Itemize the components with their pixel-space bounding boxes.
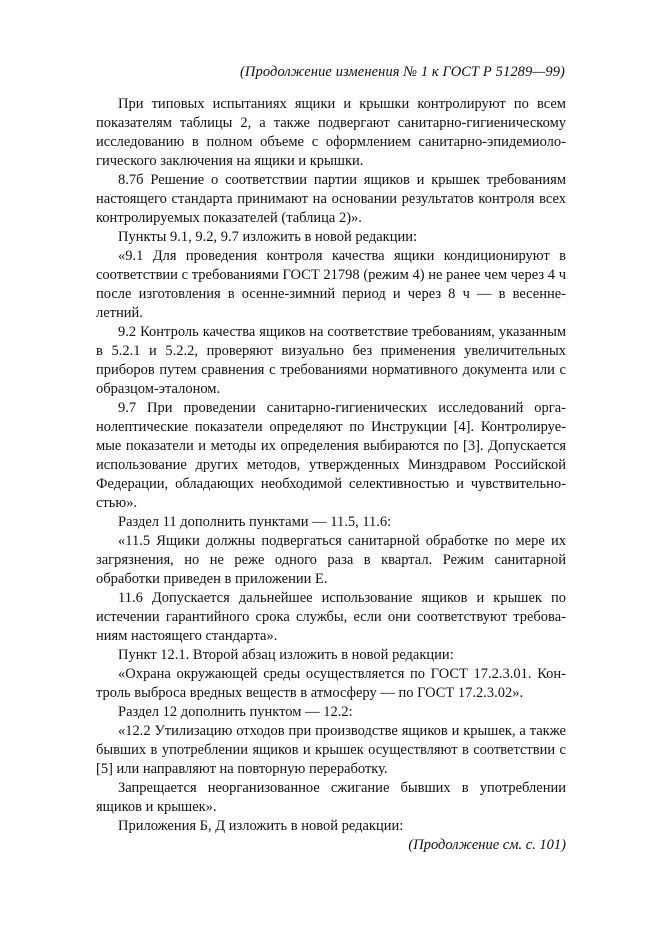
paragraph-9-1: «9.1 Для проведения контроля качества ящики кондиционируют в соответствии с требованиями ГОСТ 21798 (режим 4) не ранее чем через 4 ч после изготовления в осенне-зимний период и через 8 ч — в весенне-летний. [96,248,566,321]
paragraph-9-2: 9.2 Контроль качества ящиков на соответствие требованиям, указанным в 5.2.1 и 5.2.2, проверяют визуально без применения увеличительных приборов путем сравнения с требованиями нормативного документа или с образцом-эталоном. [96,324,566,397]
paragraph-11-6: 11.6 Допускается дальнейшее использование ящиков и крышек по истечении гарантийного срока службы, если они соответствуют требованиям настоящего стандарта». [96,590,566,644]
paragraph-12-1: Пункт 12.1. Второй абзац изложить в новой редакции: [118,647,454,663]
paragraph-burning-prohibited: Запрещается неорганизованное сжигание бывших в употреблении ящиков и крышек». [96,780,566,815]
paragraph-typical-tests: При типовых испытаниях ящики и крышки контролируют по всем показателям таблицы 2, а также подвергают санитарно-гигиеническому исследованию в полном объеме с оформлением санитарно-эпидемиологического заключения на ящики и крышки. [96,96,566,169]
continuation-header: (Продолжение изменения № 1 к ГОСТ Р 51289—99) [240,64,565,80]
paragraph-section-12: Раздел 12 дополнить пунктом — 12.2: [118,704,353,720]
paragraph-environment: «Охрана окружающей среды осуществляется по ГОСТ 17.2.3.01. Контроль выброса вредных веществ в атмосферу — по ГОСТ 17.2.3.02». [96,666,566,701]
paragraph-section-11: Раздел 11 дополнить пунктами — 11.5, 11.6: [118,514,392,530]
continuation-footer: (Продолжение см. с. 101) [408,837,566,853]
paragraph-items-9: Пункты 9.1, 9.2, 9.7 изложить в новой редакции: [118,229,418,245]
paragraph-9-7: 9.7 При проведении санитарно-гигиенических исследований органолептические показатели определяют по Инструкции [4]. Контролируемые показатели и методы их определения выбираются по [3]. Допускается использование других методов, утвержденных Минздравом Российской Федерации, обладающих необходимой селективностью и чувствительностью». [96,400,566,511]
paragraph-8-7b: 8.7б Решение о соответствии партии ящиков и крышек требованиям настоящего стандарта принимают на основании результатов контроля всех контролируемых показателей (таблица 2)». [96,172,566,226]
paragraph-11-5: «11.5 Ящики должны подвергаться санитарной обработке по мере их загрязнения, но не реже одного раза в квартал. Режим санитарной обработки приведен в приложении Е. [96,533,566,587]
document-body [96,95,566,855]
paragraph-appendices: Приложения Б, Д изложить в новой редакции: [118,818,404,834]
paragraph-12-2: «12.2 Утилизацию отходов при производстве ящиков и крышек, а также бывших в употреблении ящиков и крышек осуществляют в соответствии с [5] или направляют на повторную переработку. [96,723,566,777]
